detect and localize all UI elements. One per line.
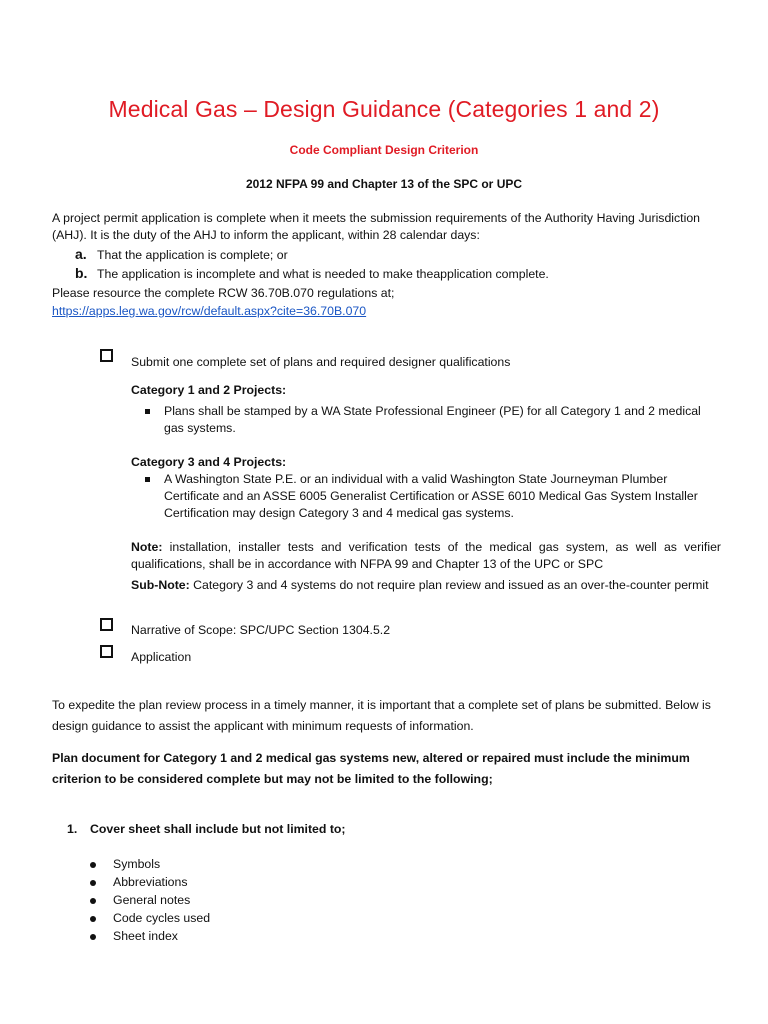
bullet-icon [90,862,96,868]
square-bullet-icon [145,409,150,414]
checklist-item-plans: Submit one complete set of plans and required designer qualifications [131,355,511,369]
option-a-text: That the application is complete; or [97,248,288,262]
bullet-icon [90,880,96,886]
rcw-link[interactable]: https://apps.leg.wa.gov/rcw/default.aspx?cite=36.70B.070 [52,304,367,318]
subnote-paragraph [131,577,721,594]
option-b-text: The application is incomplete and what is needed to make theapplication complete. [97,267,549,281]
page-title: Medical Gas – Design Guidance (Categories 1 and 2) [108,96,660,122]
cover-item: Code cycles used [113,911,211,925]
checkbox-application[interactable] [100,645,113,658]
category-3-4-bullet: A Washington State P.E. or an individual with a valid Washington State Journeyman Plumber Certificate and an ASSE 6005 Generalist Certification or ASSE 6010 Medical Gas System Installer Certification may design Category 3 and 4 medical gas systems. [164,472,698,520]
subnote-label: Sub-Note: [131,578,190,592]
page-subtitle: Code Compliant Design Criterion [289,143,479,157]
checkbox-plans[interactable] [100,349,113,362]
bullet-icon [90,916,96,922]
note-label: Note: [131,540,163,554]
resource-text: Please resource the complete RCW 36.70B.070 regulations at; [52,286,395,300]
cover-item: Symbols [113,857,161,871]
category-1-2-heading: Category 1 and 2 Projects: [131,383,287,397]
checklist-item-narrative: Narrative of Scope: SPC/UPC Section 1304.5.2 [131,623,391,637]
expedite-paragraph: To expedite the plan review process in a timely manner, it is important that a complete set of plans be submitted. Below is design guidance to assist the applicant with minimum requests of information. [52,698,711,733]
intro-paragraph: A project permit application is complete when it meets the submission requirements of the Authority Having Jurisdiction (AHJ). It is the duty of the AHJ to inform the applicant, within 28 calendar days: [52,211,700,242]
bullet-icon [90,898,96,904]
checkbox-narrative[interactable] [100,618,113,631]
option-b-label: b. [75,265,88,281]
checklist-item-application: Application [131,650,192,664]
cover-sheet-heading: Cover sheet shall include but not limited to; [90,822,346,836]
plan-document-paragraph: Plan document for Category 1 and 2 medical gas systems new, altered or repaired must include the minimum criterion to be considered complete but may not be limited to the following; [52,751,690,786]
cover-item: General notes [113,893,191,907]
note-text: installation, installer tests and verification tests of the medical gas system, as well as verifier qualifications, shall be in accordance with NFPA 99 and Chapter 13 of the UPC or SPC [131,540,721,571]
cover-item: Sheet index [113,929,178,943]
category-3-4-heading: Category 3 and 4 Projects: [131,455,287,469]
note-paragraph [131,539,721,573]
option-b [75,265,549,281]
cover-item: Abbreviations [113,875,188,889]
subnote-text: Category 3 and 4 systems do not require plan review and issued as an over-the-counter permit [193,578,709,592]
code-standard: 2012 NFPA 99 and Chapter 13 of the SPC or UPC [245,177,523,191]
option-a [75,246,288,262]
category-1-2-bullet: Plans shall be stamped by a WA State Professional Engineer (PE) for all Category 1 and 2 medical gas systems. [164,404,701,435]
option-a-label: a. [75,246,87,262]
cover-sheet-number: 1. [67,822,78,836]
square-bullet-icon [145,477,150,482]
bullet-icon [90,934,96,940]
